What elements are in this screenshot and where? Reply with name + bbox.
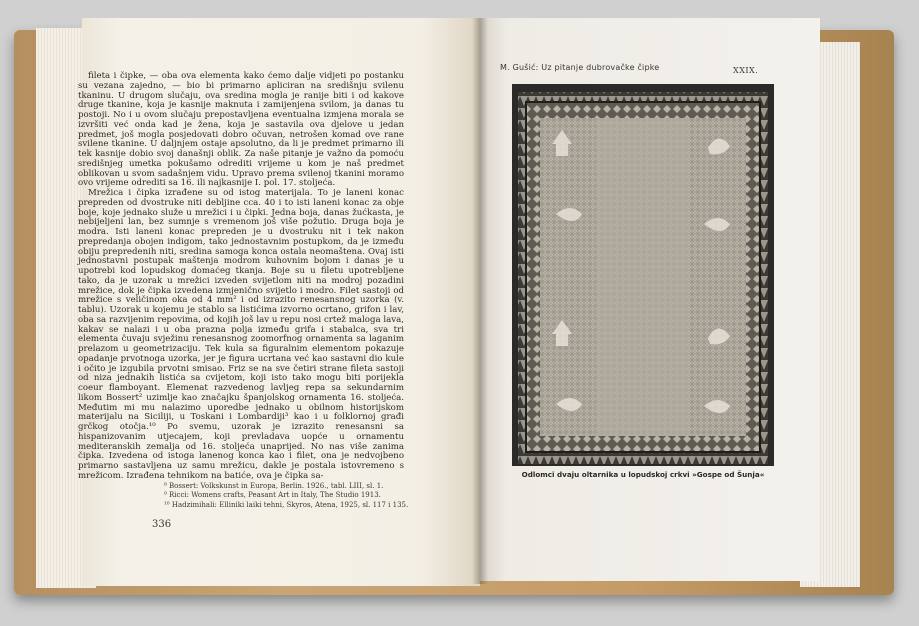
paragraph: Mrežica i čipka izrađene su od istog materijala. To je laneni konac prepreden od dvostruke niti debljine cca. 40 i to isti laneni konac za obje boje, koje jednako služe u mrežici i u čipki. Jedna boja, danas žućkasta, je nebijeljeni lan, bez sumnje s vremenom još više požutio. Druga boja je modra. Isti laneni konac prepreden je u dvostruku nit i tek nakon prepredanja obojen indigom, tako jednostavnim postupkom, da je između obiju prepredenih niti, sredina samoga konca ostala neomaštena. Ovaj isti jednostavni postupak maštenja modrom kuhovnim bojom i danas je u upotrebi kod lopudskog domaćeg tkanja. Boje su u filetu upotrebljene tako, da je uzorak u mrežici izveden svijetlom niti na modroj pozadini mrežice, dok je čipka izvedena izmjenično svijetlo i modro. Filet sastoji od mrežice s veličinom oka od 4 mm² i od izrazito renesansnog uzorka (v. tablu). Uzorak u kojemu je stablo sa listićima izvorno ocrtano, grifon i lav, oba sa razvijenim repovima, od kojih još lav u repu nosi crtež maloga lava, kakav se nalazi i u oba prazna polja između grifa i stabalca, sva tri elementa čuvaju svježinu renesansnog zoomorfnog ornamenta sa laganim prelazom u geometrizaciju. Tek kula sa figuralnim elementom pokazuje opadanje prvotnoga uzorka, jer je figura ucrtana već kao sastavni dio kule i očito je izgubila prvotni smisao. Friz se na sve četiri strane fileta sastoji od niza jednakih listića sa cvijetom, koji isto tako mogu biti porijekla coeur flamboyant. Elemenat razvedenog lavljeg repa sa sekundarnim likom Bossert² uzimlje kao značajku španjolskog ornamenta 16. stoljeća. Međutim mi mu nalazimo uporedbe jednako u obilnom historijskom materijalu na Siciliji, u Toskani i Lombardiji³ kao i u folklornoj građi grčkog otočja.¹⁰ Po svemu, uzorak je izrazito renesansni sa hispanizovanim utjecajem, koji prevladava uopće u ornamentu mediteranskih zemalja od 16. stoljeća unaprijed. No nas više zanima čipka. Izvedena od istoga lanenog konca kao i filet, ona je nedvojbeno primarno sastavljena uz samu mrežicu, dakle je postala istovremeno s mrežicom. Izrađena tehnikom na batiće, ova je čipka sa- [78,188,404,481]
book-gutter [472,18,488,584]
footnotes [164,482,424,510]
page-number: 336 [152,519,172,530]
plate-caption: Odlomci dvaju oltarnika u lopudskoj crkvi »Gospe od Šunja« [521,470,765,479]
footnote: ⁹ Ricci: Womens crafts, Peasant Art in Italy, The Studio 1913. [164,491,381,500]
plate-number: XXIX. [733,66,759,75]
paragraph: fileta i čipke, — oba ova elementa kako ćemo dalje vidjeti po postanku su vezana zajedno, — bio bi primarno apliciran na središnju svilenu tkaninu. U drugom slučaju, ova sredina mogla je ranije biti i od kakove druge tkanine, koja je kasnije maknuta i zamijenjena svilom, ja danas tu postoji. No i u ovom slučaju prepostavljena eventualna izmjena morala se izvršiti već onda kad je žena, koja je sastavila ova djelove u jedan predmet, još mogla posjedovati dobro očuvan, netrošen komad ove rane svilene tkanine. U daljnjem ostaje apsolutno, da li je predmet primarno ili tek kasnije dobio svoj današnji oblik. Za naše pitanje je važno da pomoću središnjeg umetka pokušamo odrediti vrijeme u kom je naš predmet oblikovan u svom sadašnjem vidu. Upravo prema svilenoj tkanini moramo ovo vrijeme odrediti sa 16. ili najkasnije I. pol. 17. stoljeća. [78,71,404,189]
footnote: ⁸ Bossert: Volkskunst in Europa, Berlin. 1926., tabl. LIII, sl. 1. [164,482,384,490]
lace-picture [512,84,774,466]
body-text [78,72,404,482]
lace-photograph [512,84,774,466]
footnote: ¹⁰ Hadzimihali: Elliniki laiki tehni, Skyros, Atena, 1925, sl. 117 i 135. [164,500,409,509]
running-head: M. Gušić: Uz pitanje dubrovačke čipke [500,63,660,72]
